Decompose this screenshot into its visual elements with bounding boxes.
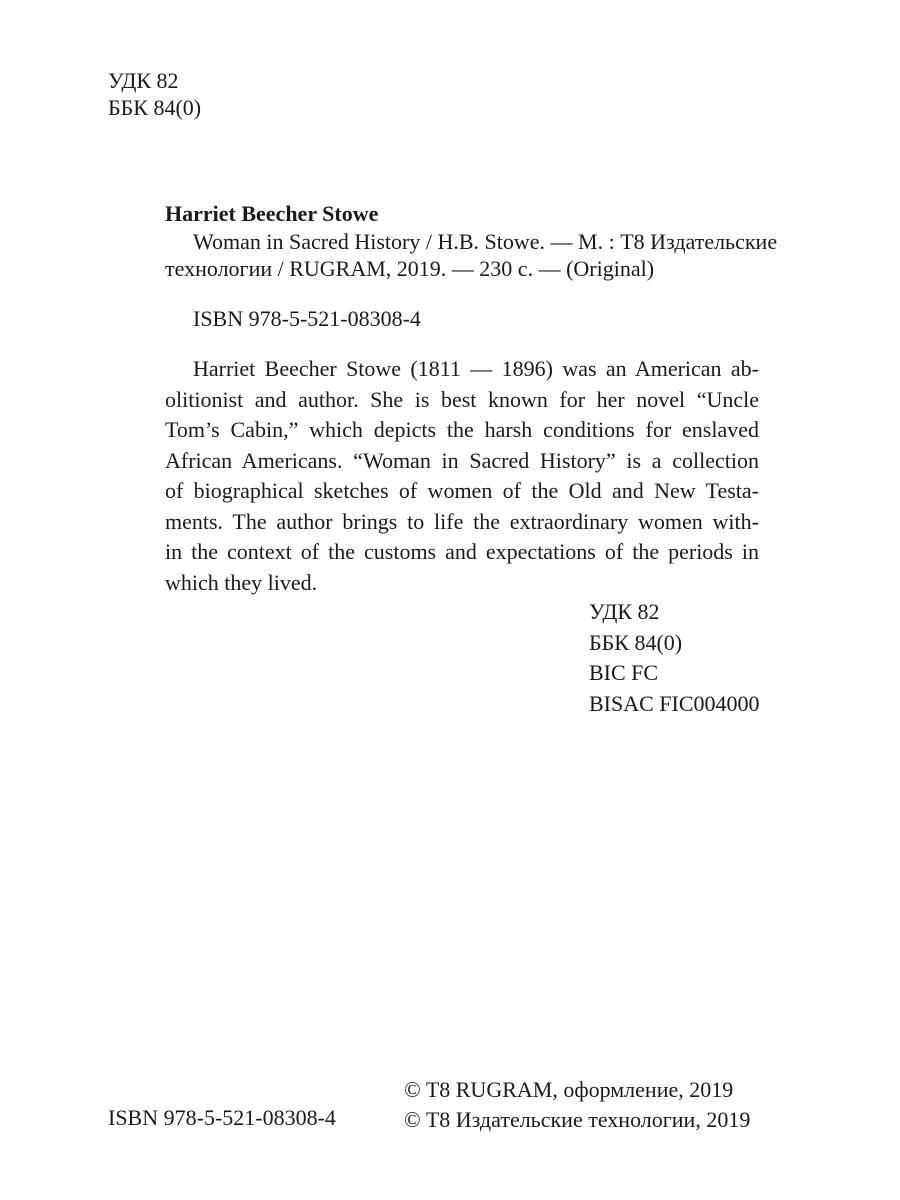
annotation-paragraph bbox=[165, 354, 759, 598]
record-line-2: технологии / RUGRAM, 2019. — 230 с. — (Original) bbox=[165, 256, 655, 281]
annotation-line: of biographical sketches of women of the Old and New Testa- bbox=[165, 478, 759, 503]
annotation-line: which they lived. bbox=[165, 569, 318, 595]
copyright-line-2: © T8 Издательские технологии, 2019 bbox=[404, 1107, 751, 1132]
record-line-1: Woman in Sacred History / H.B. Stowe. — М. : T8 Издательские bbox=[193, 229, 778, 254]
annotation-line: olitionist and author. She is best known for her novel “Uncle bbox=[165, 386, 759, 412]
classification-codes bbox=[589, 597, 760, 719]
annotation-line: Tom’s Cabin,” which depicts the harsh conditions for enslaved bbox=[165, 417, 759, 442]
isbn-record: ISBN 978-5-521-08308-4 bbox=[193, 306, 421, 331]
bbk-code: ББК 84(0) bbox=[589, 629, 683, 655]
copyright-line-1: © T8 RUGRAM, оформление, 2019 bbox=[404, 1077, 734, 1102]
annotation-line: in the context of the customs and expectations of the periods in bbox=[165, 539, 759, 564]
annotation-line: African Americans. “Woman in Sacred History” is a collection bbox=[165, 447, 759, 473]
annotation-line: ments. The author brings to life the extraordinary women with- bbox=[165, 508, 759, 534]
top-udk-code: УДК 82 bbox=[108, 68, 179, 93]
author-heading: Harriet Beecher Stowe bbox=[165, 201, 379, 226]
bisac-code: BISAC FIC004000 bbox=[589, 690, 760, 716]
bic-code: BIC FC bbox=[589, 660, 659, 685]
udk-code: УДК 82 bbox=[589, 599, 660, 624]
top-bbk-code: ББК 84(0) bbox=[108, 95, 202, 120]
annotation-line: Harriet Beecher Stowe (1811 — 1896) was an American ab- bbox=[193, 356, 759, 381]
footer-isbn: ISBN 978-5-521-08308-4 bbox=[108, 1105, 336, 1130]
copyright-block bbox=[404, 1075, 750, 1135]
